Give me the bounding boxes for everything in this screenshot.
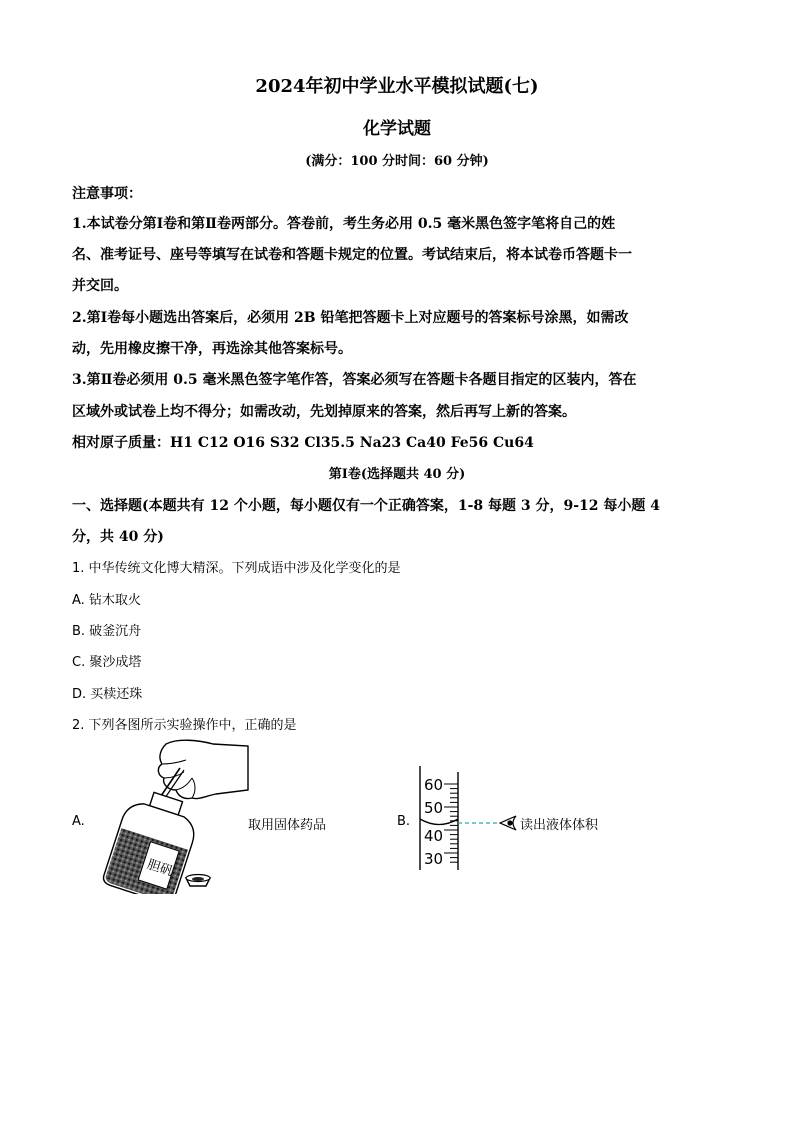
scale-label: 40 — [424, 827, 444, 845]
eye-icon — [500, 816, 516, 830]
score-time: (满分：100 分时间：60 分钟) — [305, 154, 489, 169]
option-b: B. 破釜沉舟 — [72, 624, 142, 639]
option-c: C. 聚沙成塔 — [72, 655, 142, 670]
scale-label: 30 — [424, 850, 444, 868]
section-instruction: 一、选择题(本题共有 12 个小题，每小题仅有一个正确答案，1-8 每题 3 分，9-12 每小题 4 — [72, 498, 661, 514]
notice-line: 动，先用橡皮擦干净，再选涂其他答案标号。 — [72, 341, 352, 357]
figure-b-caption: 读出液体体积 — [520, 818, 599, 833]
figure-b-image — [412, 766, 532, 874]
notice-line: 名、准考证号、座号等填写在试卷和答题卡规定的位置。考试结束后，将本试卷币答题卡一 — [72, 247, 632, 263]
hand-icon — [158, 740, 248, 798]
option-d: D. 买椟还珠 — [72, 687, 143, 702]
scale-label: 50 — [424, 799, 444, 817]
section-title: 第Ⅰ卷(选择题共 40 分) — [328, 467, 466, 482]
section-instruction: 分，共 40 分) — [72, 529, 164, 545]
exam-title: 2024年初中学业水平模拟试题(七) — [255, 76, 539, 97]
scale-label: 60 — [424, 776, 444, 794]
notice-line: 3.第Ⅱ卷必须用 0.5 毫米黑色签字笔作答，答案必须写在答题卡各题目指定的区装内，答在 — [72, 372, 637, 388]
notice-heading: 注意事项： — [72, 186, 142, 202]
question-stem: 2. 下列各图所示实验操作中，正确的是 — [72, 718, 297, 733]
figure-b-label: B. — [397, 814, 411, 829]
atomic-mass: 相对原子质量：H1 C12 O16 S32 Cl35.5 Na23 Ca40 Fe56 Cu64 — [72, 435, 534, 451]
figure-a-caption: 取用固体药品 — [248, 818, 327, 833]
figure-a-label: A. — [72, 814, 85, 829]
figure-a-image — [88, 738, 258, 894]
notice-line: 2.第Ⅰ卷每小题选出答案后，必须用 2B 铅笔把答题卡上对应题号的答案标号涂黑，如需改 — [72, 310, 629, 326]
option-a: A. 钻木取火 — [72, 593, 141, 608]
question-stem: 1. 中华传统文化博大精深。下列成语中涉及化学变化的是 — [72, 561, 401, 576]
notice-line: 1.本试卷分第Ⅰ卷和第Ⅱ卷两部分。答卷前，考生务必用 0.5 毫米黑色签字笔将自己的姓 — [72, 216, 616, 232]
subject-title: 化学试题 — [363, 119, 431, 139]
notice-line: 区域外或试卷上均不得分；如需改动，先划掉原来的答案，然后再写上新的答案。 — [72, 404, 576, 420]
notice-line: 并交回。 — [72, 278, 128, 294]
bottle-label: 胆矾 — [145, 857, 175, 880]
